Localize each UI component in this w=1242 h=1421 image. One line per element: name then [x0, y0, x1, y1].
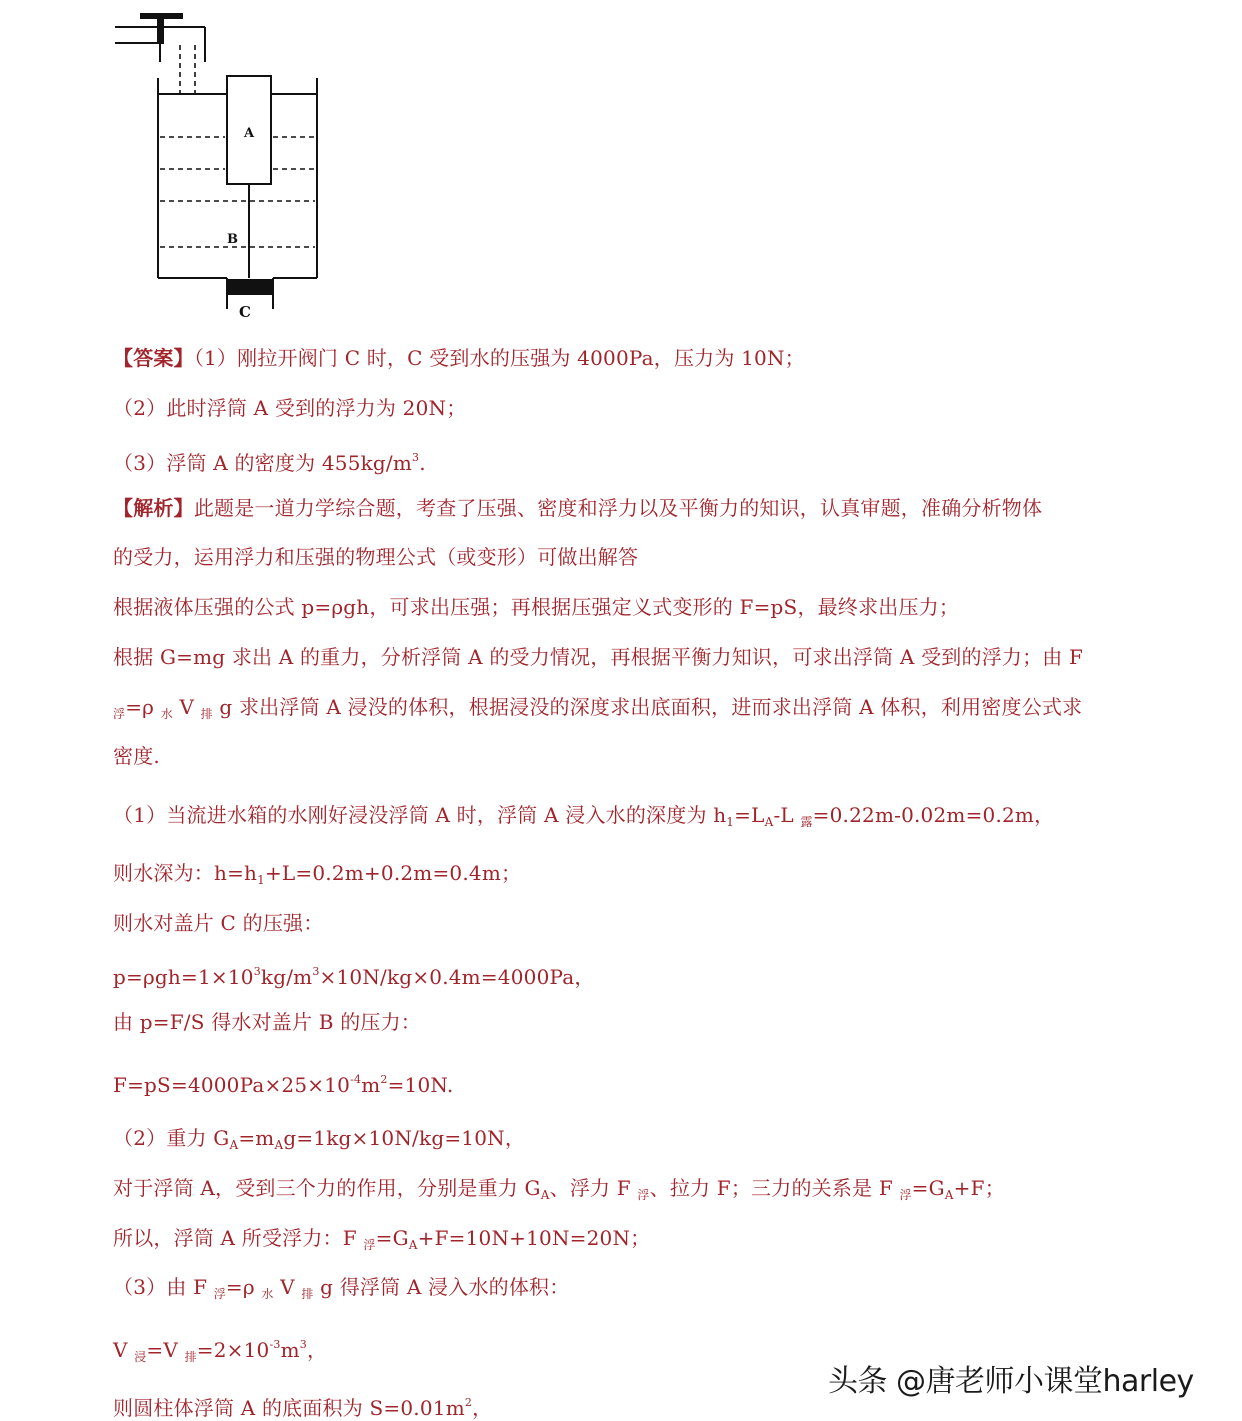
sub: 排 — [301, 1287, 314, 1301]
txt: =ρ — [125, 695, 161, 719]
txt: =G — [375, 1226, 409, 1250]
txt: g 得浮筒 A 浸入水的体积： — [313, 1275, 570, 1299]
txt: 则水对盖片 C 的压强： — [113, 911, 324, 935]
txt: +L=0.2m+0.2m=0.4m； — [264, 861, 522, 885]
analysis-line-5 — [113, 694, 1082, 727]
sub: A — [944, 1188, 954, 1202]
txt: F=pS=4000Pa×25×10 — [113, 1073, 351, 1097]
txt: m — [361, 1073, 381, 1097]
sub: 浮 — [637, 1188, 650, 1202]
sub-shui: 水 — [160, 707, 173, 721]
sub: A — [540, 1188, 550, 1202]
txt: ×10N/kg×0.4m=4000Pa， — [319, 965, 595, 989]
analysis-line-6 — [113, 743, 160, 769]
txt: （2）重力 G — [113, 1126, 230, 1150]
solution-line-8 — [113, 1175, 1005, 1208]
txt: p=ρgh=1×10 — [113, 965, 254, 989]
solution-line-6 — [113, 1067, 453, 1098]
txt: =0.22m-0.02m=0.2m， — [812, 803, 1055, 827]
analysis-text-4: 根据 G=mg 求出 A 的重力，分析浮筒 A 的受力情况，再根据平衡力知识，可求出浮筒 A 受到的浮力；由 F — [113, 645, 1084, 669]
sub: 浮 — [363, 1238, 376, 1252]
answer-line-1 — [113, 345, 805, 371]
valve-handle-stem — [157, 13, 164, 44]
txt: ， — [472, 1396, 493, 1420]
txt: =L — [734, 803, 765, 827]
answer-text-2: （2）此时浮筒 A 受到的浮力为 20N； — [113, 396, 467, 420]
answer-tag: 【答案】 — [113, 346, 194, 370]
solution-line-2 — [113, 860, 521, 893]
sub: 排 — [184, 1350, 197, 1364]
txt: g=1kg×10N/kg=10N， — [283, 1126, 526, 1150]
txt: 对于浮筒 A，受到三个力的作用，分别是重力 G — [113, 1176, 541, 1200]
txt: （3）由 F — [113, 1275, 214, 1299]
solution-line-12 — [113, 1390, 492, 1421]
txt: +F=10N+10N=20N； — [417, 1226, 651, 1250]
txt: =G — [911, 1176, 945, 1200]
analysis-text-6: 密度. — [113, 744, 160, 768]
txt: 由 p=F/S 得水对盖片 B 的压力： — [113, 1010, 422, 1034]
sub: A — [764, 815, 774, 829]
answer-sup: 3 — [412, 451, 420, 464]
analysis-line-1 — [113, 495, 1042, 521]
analysis-text-3: 根据液体压强的公式 p=ρgh，可求出压强；再根据压强定义式变形的 F=pS，最终求出压力； — [113, 595, 960, 619]
analysis-line-3 — [113, 594, 959, 620]
txt: V — [273, 1275, 302, 1299]
sub: 露 — [800, 815, 813, 829]
txt: =m — [238, 1126, 275, 1150]
analysis-line-2 — [113, 544, 638, 570]
answer-text-3: （3）浮筒 A 的密度为 455kg/m — [113, 451, 413, 475]
solution-line-10 — [113, 1274, 569, 1307]
txt: 则圆柱体浮筒 A 的底面积为 S=0.01m — [113, 1396, 465, 1420]
sup: 2 — [464, 1396, 473, 1409]
solution-line-4 — [113, 959, 595, 990]
sup: -3 — [269, 1338, 281, 1351]
txt: 、浮力 F — [549, 1176, 638, 1200]
txt: =ρ — [225, 1275, 262, 1299]
analysis-text-2: 的受力，运用浮力和压强的物理公式（或变形）可做出解答 — [113, 545, 639, 569]
txt: =V — [146, 1338, 185, 1362]
txt: =2×10 — [196, 1338, 270, 1362]
label-a: A — [244, 126, 255, 141]
label-b: B — [227, 232, 238, 247]
solution-line-3 — [113, 910, 323, 936]
sub: 浮 — [899, 1188, 912, 1202]
label-c: C — [239, 303, 251, 321]
sup: 3 — [312, 965, 320, 978]
float-valve-diagram — [110, 5, 330, 325]
txt: V — [113, 1338, 135, 1362]
analysis-line-4 — [113, 644, 1083, 670]
txt: ， — [306, 1338, 328, 1362]
sub: A — [408, 1238, 418, 1252]
sup: 2 — [380, 1073, 388, 1086]
sub: 水 — [261, 1287, 274, 1301]
txt: +F； — [953, 1176, 1005, 1200]
analysis-text-1: 此题是一道力学综合题，考查了压强、密度和浮力以及平衡力的知识，认真审题，准确分析物体 — [193, 496, 1043, 520]
answer-text-3-end: . — [419, 451, 426, 475]
txt: -L — [773, 803, 801, 827]
cover-plate-c — [227, 279, 273, 295]
solution-line-5 — [113, 1009, 421, 1035]
sub: 1 — [726, 815, 735, 829]
sup: -4 — [350, 1073, 362, 1086]
solution-line-1 — [113, 802, 1054, 835]
watermark: 头条 @唐老师小课堂harley — [828, 1364, 1194, 1399]
txt: （1）当流进水箱的水刚好浸没浮筒 A 时，浮筒 A 浸入水的深度为 h — [113, 803, 727, 827]
txt: 则水深为：h=h — [113, 861, 258, 885]
txt: g 求出浮筒 A 浸没的体积，根据浸没的深度求出底面积，进而求出浮筒 A 体积，利用密度公式求 — [212, 695, 1083, 719]
solution-line-9 — [113, 1225, 650, 1258]
sub-fu: 浮 — [113, 707, 126, 721]
txt: 所以，浮筒 A 所受浮力：F — [113, 1226, 364, 1250]
analysis-tag: 【解析】 — [113, 496, 194, 520]
txt: V — [172, 695, 201, 719]
answer-line-2 — [113, 395, 466, 421]
sub: 1 — [257, 873, 265, 887]
sub: A — [274, 1138, 284, 1152]
txt: 、拉力 F；三力的关系是 F — [649, 1176, 900, 1200]
solution-line-7 — [113, 1125, 525, 1158]
sub: 浮 — [213, 1287, 226, 1301]
solution-line-11 — [113, 1332, 327, 1370]
sup: 3 — [299, 1338, 307, 1351]
sup: 3 — [253, 965, 261, 978]
txt: kg/m — [260, 965, 313, 989]
txt: =10N. — [387, 1073, 454, 1097]
sub: A — [229, 1138, 239, 1152]
txt: m — [280, 1338, 300, 1362]
sub-pai: 排 — [200, 707, 213, 721]
sub: 浸 — [134, 1350, 147, 1364]
answer-text-1: （1）刚拉开阀门 C 时，C 受到水的压强为 4000Pa，压力为 10N； — [193, 346, 805, 370]
answer-line-3 — [113, 445, 426, 476]
